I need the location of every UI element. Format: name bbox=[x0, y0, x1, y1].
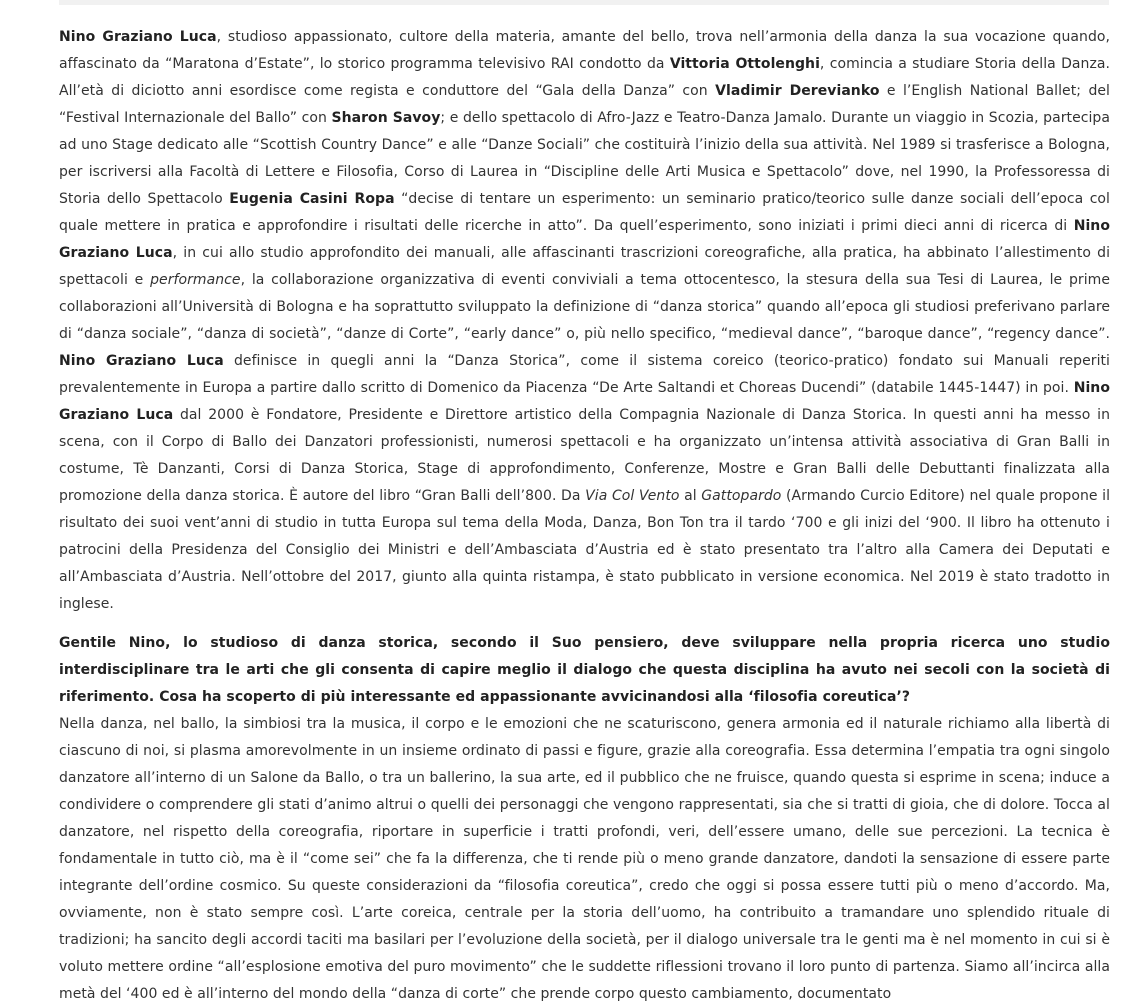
bio-text-segment: , in cui allo studio approfondito dei manuali, alle affascinanti trascrizioni coreografiche, alla pratica, ha abbinato l’allestimento di spettacoli e bbox=[59, 245, 1111, 288]
bio-emphasis-name: Nino Graziano Luca bbox=[59, 353, 224, 369]
bio-italic-title: Gattopardo bbox=[701, 488, 782, 504]
bio-emphasis-name: Vladimir Derevianko bbox=[715, 83, 880, 99]
bio-italic-title: performance bbox=[150, 272, 241, 288]
interview-answer: Nella danza, nel ballo, la simbiosi tra la musica, il corpo e le emozioni che ne scaturiscono, genera armonia ed il naturale richiamo alla libertà di ciascuno di noi, si plasma amorevolmente in un insieme ordinato di passi e figure, grazie alla coreografia. Essa determina l’empatia tra ogni singolo danzatore all’interno di un Salone da Ballo, o tra un ballerino, la sua arte, ed il pubblico che ne fruisce, quando questa si esprime in scena; induce a condividere o comprendere gli stati d’animo altrui o quelli dei personaggi che vengono rappresentati, sia che si tratti di gioia, che di dolore. Tocca al danzatore, nel rispetto della coreografia, riportare in superficie i tratti profondi, veri, dell’essere umano, delle sue percezioni. La tecnica è fondamentale in tutto ciò, ma è il “come sei” che fa la differenza, che ti rende più o meno grande danzatore, dandoti la sensazione di essere parte integrante dell’ordine cosmico. Su queste considerazioni da “filosofia coreutica”, credo che oggi si possa essere tutti più o meno d’accordo. Ma, ovviamente, non è stato sempre così. L’arte coreica, centrale per la storia dell’uomo, ha contribuito a tramandare uno splendido rituale di tradizioni; ha sancito degli accordi taciti ma basilari per l’evoluzione della società, per il dialogo universale tra le genti ma è nel momento in cui si è voluto mettere ordine “all’esplosione emotiva del puro movimento” che le suddette riflessioni trovano il loro punto di partenza. Siamo all’incirca alla metà del ‘400 ed è all’interno del mondo della “danza di corte” che prende corpo questo cambiamento, documentato bbox=[59, 716, 1110, 1002]
bio-text-segment: al bbox=[679, 488, 702, 504]
bio-text-segment: dal 2000 è Fondatore, Presidente e Direttore artistico della Compagnia Nazionale di Danza Storica. In questi anni ha messo in scena, con il Corpo di Ballo dei Danzatori professionisti, numerosi spettacoli e ha organizzato un’intensa attività associativa di Gran Balli in costume, Tè Danzanti, Corsi di Danza Storica, Stage di approfondimento, Conferenze, Mostre e Gran Balli delle Debuttanti finalizzata alla promozione della danza storica. È autore del libro “Gran Balli dell’800. Da bbox=[59, 407, 1111, 504]
bio-emphasis-name: Eugenia Casini Ropa bbox=[229, 191, 395, 207]
bio-text-segment: , comincia a studiare Storia della Danza. All’età di diciotto anni esordisce come regista e conduttore del “Gala della Danza” con bbox=[59, 56, 1110, 99]
header-divider-bar bbox=[59, 0, 1109, 5]
bio-emphasis-name: Nino Graziano Luca bbox=[59, 218, 1110, 261]
bio-emphasis-name: Nino Graziano Luca bbox=[59, 29, 217, 45]
bio-text-segment: “decise di tentare un esperimento: un seminario pratico/teorico sulle danze sociali dell’epoca col quale mettere in pratica e approfondire i risultati delle ricerche in atto”. Da quell’esperimento, sono iniziati i primi dieci anni di ricerca di bbox=[59, 191, 1110, 234]
bio-emphasis-name: Vittoria Ottolenghi bbox=[669, 56, 820, 72]
question-text: Gentile Nino, lo studioso di danza storica, secondo il Suo pensiero, deve sviluppare nella propria ricerca uno studio interdisciplinare tra le arti che gli consenta di capire meglio il dialogo che questa disciplina ha avuto nei secoli con la società di riferimento. Cosa ha scoperto di più interessante ed appassionante avvicinandosi alla ‘filosofia coreutica’? bbox=[59, 635, 1110, 705]
bio-text-segment: , la collaborazione organizzativa di eventi conviviali a tema ottocentesco, la stesura della sua Tesi di Laurea, le prime collaborazioni all’Università di Bologna e ha soprattutto sviluppato la definizione di “danza storica” quando all’epoca gli studiosi preferivano parlare di “danza sociale”, “danza di società”, “danze di Corte”, “early dance” o, più nello specifico, “medieval dance”, “baroque dance”, “regency dance”. bbox=[59, 272, 1110, 342]
bio-emphasis-name: Sharon Savoy bbox=[331, 110, 441, 126]
bio-emphasis-name: Nino Graziano Luca bbox=[59, 380, 1110, 423]
interview-question bbox=[59, 630, 1110, 711]
article-body bbox=[59, 24, 1110, 1008]
bio-text-segment: e l’English National Ballet; del “Festival Internazionale del Ballo” con bbox=[59, 83, 1110, 126]
bio-text-segment: definisce in quegli anni la “Danza Storica”, come il sistema coreico (teorico-pratico) fondato sui Manuali reperiti prevalentemente in Europa a partire dallo scritto di Domenico da Piacenza “De Arte Saltandi et Choreas Ducendi” (databile 1445-1447) in poi. bbox=[59, 353, 1110, 396]
bio-text-segment: , studioso appassionato, cultore della materia, amante del bello, trova nell’armonia della danza la sua vocazione quando, affascinato da “Maratona d’Estate”, lo storico programma televisivo RAI condotto da bbox=[59, 29, 1110, 72]
bio-italic-title: Via Col Vento bbox=[585, 488, 680, 504]
bio-text-segment: (Armando Curcio Editore) nel quale propone il risultato dei suoi vent’anni di studio in tutta Europa sul tema della Moda, Danza, Bon Ton tra il tardo ‘700 e gli inizi del ‘900. Il libro ha ottenuto i patrocini della Presidenza del Consiglio dei Ministri e dell’Ambasciata d’Austria ed è stato presentato tra l’altro alla Camera dei Deputati e all’Ambasciata d’Austria. Nell’ottobre del 2017, giunto alla quinta ristampa, è stato pubblicato in versione economica. Nel 2019 è stato tradotto in inglese. bbox=[59, 488, 1111, 612]
bio-paragraph bbox=[59, 24, 1110, 618]
bio-text-segment: ; e dello spettacolo di Afro-Jazz e Teatro-Danza Jamalo. Durante un viaggio in Scozia, partecipa ad uno Stage dedicato alle “Scottish Country Dance” e alle “Danze Sociali” che costituirà l’inizio della sua attività. Nel 1989 si trasferisce a Bologna, per iscriversi alla Facoltà di Lettere e Filosofia, Corso di Laurea in “Discipline delle Arti Musica e Spettacolo” dove, nel 1990, la Professoressa di Storia dello Spettacolo bbox=[59, 110, 1110, 207]
